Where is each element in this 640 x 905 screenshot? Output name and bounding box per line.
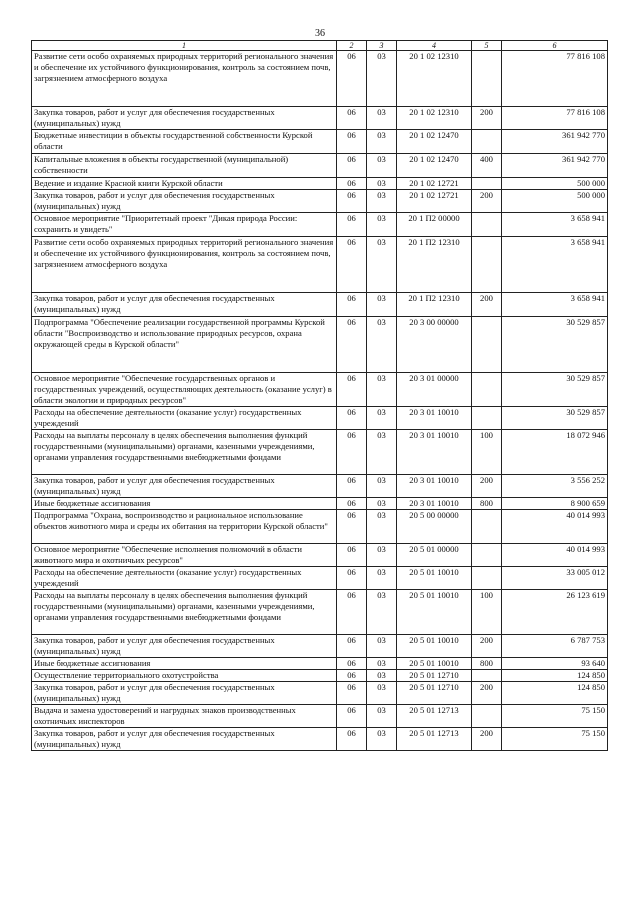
section-code: 06 (337, 658, 367, 670)
subsection-code: 03 (367, 107, 397, 130)
amount: 75 150 (502, 728, 608, 751)
section-code: 06 (337, 728, 367, 751)
table-row (32, 670, 608, 682)
target-article-code: 20 1 П2 12310 (397, 293, 472, 317)
table-row (32, 107, 608, 130)
target-article-code: 20 5 01 12713 (397, 705, 472, 728)
subsection-code: 03 (367, 728, 397, 751)
subsection-code: 03 (367, 705, 397, 728)
target-article-code: 20 1 02 12721 (397, 178, 472, 190)
expense-item-name: Закупка товаров, работ и услуг для обеспечения государственных (муниципальных) нужд (32, 682, 337, 705)
expense-type-code: 200 (472, 107, 502, 130)
column-header: 5 (472, 41, 502, 51)
table-row (32, 682, 608, 705)
subsection-code: 03 (367, 475, 397, 498)
expense-type-code (472, 544, 502, 567)
amount: 3 556 252 (502, 475, 608, 498)
table-row (32, 430, 608, 475)
table-row (32, 728, 608, 751)
target-article-code: 20 1 02 12721 (397, 190, 472, 213)
expense-item-name: Расходы на обеспечение деятельности (оказание услуг) государственных учреждений (32, 567, 337, 590)
expense-item-name: Закупка товаров, работ и услуг для обеспечения государственных (муниципальных) нужд (32, 190, 337, 213)
column-header: 1 (32, 41, 337, 51)
column-header: 6 (502, 41, 608, 51)
expense-type-code: 200 (472, 635, 502, 658)
table-row (32, 373, 608, 407)
amount: 6 787 753 (502, 635, 608, 658)
subsection-code: 03 (367, 430, 397, 475)
expense-item-name: Закупка товаров, работ и услуг для обеспечения государственных (муниципальных) нужд (32, 293, 337, 317)
section-code: 06 (337, 178, 367, 190)
expense-item-name: Капитальные вложения в объекты государственной (муниципальной) собственности (32, 154, 337, 178)
subsection-code: 03 (367, 670, 397, 682)
amount: 500 000 (502, 190, 608, 213)
target-article-code: 20 5 00 00000 (397, 510, 472, 544)
expense-item-name: Расходы на обеспечение деятельности (оказание услуг) государственных учреждений (32, 407, 337, 430)
amount: 77 816 108 (502, 107, 608, 130)
target-article-code: 20 1 02 12470 (397, 154, 472, 178)
target-article-code: 20 5 01 12710 (397, 670, 472, 682)
section-code: 06 (337, 213, 367, 237)
expense-item-name: Подпрограмма "Обеспечение реализации государственной программы Курской области "Воспроизводство и использование природных ресурсов, охрана окружающей среды в Курской области" (32, 317, 337, 373)
expense-item-name: Подпрограмма "Охрана, воспроизводство и рациональное использование объектов животного мира и среды их обитания на территории Курской области" (32, 510, 337, 544)
section-code: 06 (337, 293, 367, 317)
amount: 33 005 012 (502, 567, 608, 590)
expense-type-code: 100 (472, 590, 502, 635)
page-number: 36 (315, 28, 325, 39)
expense-item-name: Закупка товаров, работ и услуг для обеспечения государственных (муниципальных) нужд (32, 728, 337, 751)
target-article-code: 20 3 00 00000 (397, 317, 472, 373)
table-row (32, 635, 608, 658)
table-row (32, 590, 608, 635)
amount: 75 150 (502, 705, 608, 728)
section-code: 06 (337, 475, 367, 498)
expense-item-name: Выдача и замена удостоверений и нагрудных знаков производственных охотничьих инспекторов (32, 705, 337, 728)
amount: 3 658 941 (502, 213, 608, 237)
table-row (32, 51, 608, 107)
amount: 3 658 941 (502, 237, 608, 293)
target-article-code: 20 3 01 00000 (397, 373, 472, 407)
expense-type-code: 200 (472, 728, 502, 751)
target-article-code: 20 5 01 10010 (397, 635, 472, 658)
section-code: 06 (337, 154, 367, 178)
expense-item-name: Ведение и издание Красной книги Курской области (32, 178, 337, 190)
target-article-code: 20 5 01 10010 (397, 590, 472, 635)
section-code: 06 (337, 682, 367, 705)
subsection-code: 03 (367, 213, 397, 237)
amount: 40 014 993 (502, 544, 608, 567)
expense-item-name: Закупка товаров, работ и услуг для обеспечения государственных (муниципальных) нужд (32, 107, 337, 130)
table-row (32, 154, 608, 178)
subsection-code: 03 (367, 154, 397, 178)
amount: 18 072 946 (502, 430, 608, 475)
expense-type-code (472, 510, 502, 544)
section-code: 06 (337, 130, 367, 154)
subsection-code: 03 (367, 567, 397, 590)
subsection-code: 03 (367, 590, 397, 635)
expense-type-code (472, 373, 502, 407)
expense-type-code (472, 237, 502, 293)
subsection-code: 03 (367, 544, 397, 567)
expense-item-name: Развитие сети особо охраняемых природных территорий регионального значения и обеспечение их устойчивого функционирования, контроль за состоянием почв, загрязнением атмосферного воздуха (32, 237, 337, 293)
subsection-code: 03 (367, 293, 397, 317)
target-article-code: 20 5 01 12710 (397, 682, 472, 705)
section-code: 06 (337, 190, 367, 213)
subsection-code: 03 (367, 510, 397, 544)
section-code: 06 (337, 705, 367, 728)
amount: 361 942 770 (502, 154, 608, 178)
expense-type-code: 400 (472, 154, 502, 178)
subsection-code: 03 (367, 237, 397, 293)
table-header-row (32, 41, 608, 51)
expense-type-code (472, 407, 502, 430)
section-code: 06 (337, 237, 367, 293)
expense-item-name: Закупка товаров, работ и услуг для обеспечения государственных (муниципальных) нужд (32, 475, 337, 498)
table-row (32, 237, 608, 293)
expense-item-name: Основное мероприятие "Обеспечение исполнения полномочий в области животного мира и охотничьих ресурсов" (32, 544, 337, 567)
section-code: 06 (337, 107, 367, 130)
expense-type-code (472, 130, 502, 154)
table-row (32, 510, 608, 544)
target-article-code: 20 1 02 12310 (397, 107, 472, 130)
section-code: 06 (337, 430, 367, 475)
section-code: 06 (337, 590, 367, 635)
expense-item-name: Иные бюджетные ассигнования (32, 658, 337, 670)
target-article-code: 20 5 01 00000 (397, 544, 472, 567)
target-article-code: 20 3 01 10010 (397, 407, 472, 430)
expense-type-code: 200 (472, 293, 502, 317)
amount: 3 658 941 (502, 293, 608, 317)
target-article-code: 20 3 01 10010 (397, 430, 472, 475)
target-article-code: 20 5 01 10010 (397, 567, 472, 590)
table-row (32, 705, 608, 728)
expense-type-code (472, 670, 502, 682)
section-code: 06 (337, 544, 367, 567)
amount: 30 529 857 (502, 317, 608, 373)
amount: 8 900 659 (502, 498, 608, 510)
amount: 124 850 (502, 670, 608, 682)
budget-table (31, 40, 608, 751)
expense-type-code (472, 567, 502, 590)
table-row (32, 293, 608, 317)
table-row (32, 130, 608, 154)
section-code: 06 (337, 567, 367, 590)
table-row (32, 498, 608, 510)
amount: 40 014 993 (502, 510, 608, 544)
expense-type-code (472, 705, 502, 728)
table-row (32, 567, 608, 590)
section-code: 06 (337, 51, 367, 107)
section-code: 06 (337, 498, 367, 510)
amount: 361 942 770 (502, 130, 608, 154)
expense-type-code (472, 51, 502, 107)
column-header: 4 (397, 41, 472, 51)
amount: 30 529 857 (502, 373, 608, 407)
amount: 124 850 (502, 682, 608, 705)
subsection-code: 03 (367, 373, 397, 407)
target-article-code: 20 1 02 12470 (397, 130, 472, 154)
subsection-code: 03 (367, 682, 397, 705)
amount: 30 529 857 (502, 407, 608, 430)
section-code: 06 (337, 317, 367, 373)
table-row (32, 407, 608, 430)
expense-item-name: Развитие сети особо охраняемых природных территорий регионального значения и обеспечение их устойчивого функционирования, контроль за состоянием почв, загрязнением атмосферного воздуха (32, 51, 337, 107)
section-code: 06 (337, 373, 367, 407)
expense-item-name: Осуществление территориального охотустройства (32, 670, 337, 682)
expense-type-code (472, 178, 502, 190)
table-row (32, 213, 608, 237)
column-header: 3 (367, 41, 397, 51)
section-code: 06 (337, 635, 367, 658)
subsection-code: 03 (367, 407, 397, 430)
subsection-code: 03 (367, 498, 397, 510)
expense-item-name: Расходы на выплаты персоналу в целях обеспечения выполнения функций государственными (муниципальными) органами, казенными учреждениями, органами управления государственными внебюджетными фондами (32, 430, 337, 475)
target-article-code: 20 5 01 10010 (397, 658, 472, 670)
expense-item-name: Основное мероприятие "Приоритетный проект "Дикая природа России: сохранить и увидеть" (32, 213, 337, 237)
expense-type-code: 200 (472, 190, 502, 213)
subsection-code: 03 (367, 51, 397, 107)
amount: 77 816 108 (502, 51, 608, 107)
expense-type-code: 100 (472, 430, 502, 475)
expense-item-name: Закупка товаров, работ и услуг для обеспечения государственных (муниципальных) нужд (32, 635, 337, 658)
table-row (32, 475, 608, 498)
expense-type-code: 200 (472, 682, 502, 705)
expense-item-name: Иные бюджетные ассигнования (32, 498, 337, 510)
target-article-code: 20 3 01 10010 (397, 498, 472, 510)
target-article-code: 20 1 02 12310 (397, 51, 472, 107)
subsection-code: 03 (367, 178, 397, 190)
target-article-code: 20 3 01 10010 (397, 475, 472, 498)
table-row (32, 544, 608, 567)
expense-type-code: 200 (472, 475, 502, 498)
section-code: 06 (337, 670, 367, 682)
section-code: 06 (337, 510, 367, 544)
expense-item-name: Бюджетные инвестиции в объекты государственной собственности Курской области (32, 130, 337, 154)
amount: 93 640 (502, 658, 608, 670)
subsection-code: 03 (367, 130, 397, 154)
table-row (32, 178, 608, 190)
amount: 26 123 619 (502, 590, 608, 635)
subsection-code: 03 (367, 317, 397, 373)
target-article-code: 20 1 П2 00000 (397, 213, 472, 237)
target-article-code: 20 5 01 12713 (397, 728, 472, 751)
expense-type-code (472, 317, 502, 373)
target-article-code: 20 1 П2 12310 (397, 237, 472, 293)
subsection-code: 03 (367, 190, 397, 213)
section-code: 06 (337, 407, 367, 430)
column-header: 2 (337, 41, 367, 51)
expense-type-code: 800 (472, 658, 502, 670)
subsection-code: 03 (367, 658, 397, 670)
table-row (32, 190, 608, 213)
expense-type-code (472, 213, 502, 237)
expense-item-name: Основное мероприятие "Обеспечение государственных органов и государственных учреждений, осуществляющих деятельность (оказание услуг) в области экологии и природных ресурсов" (32, 373, 337, 407)
subsection-code: 03 (367, 635, 397, 658)
expense-type-code: 800 (472, 498, 502, 510)
table-row (32, 658, 608, 670)
amount: 500 000 (502, 178, 608, 190)
table-row (32, 317, 608, 373)
expense-item-name: Расходы на выплаты персоналу в целях обеспечения выполнения функций государственными (муниципальными) органами, казенными учреждениями, органами управления государственными внебюджетными фондами (32, 590, 337, 635)
